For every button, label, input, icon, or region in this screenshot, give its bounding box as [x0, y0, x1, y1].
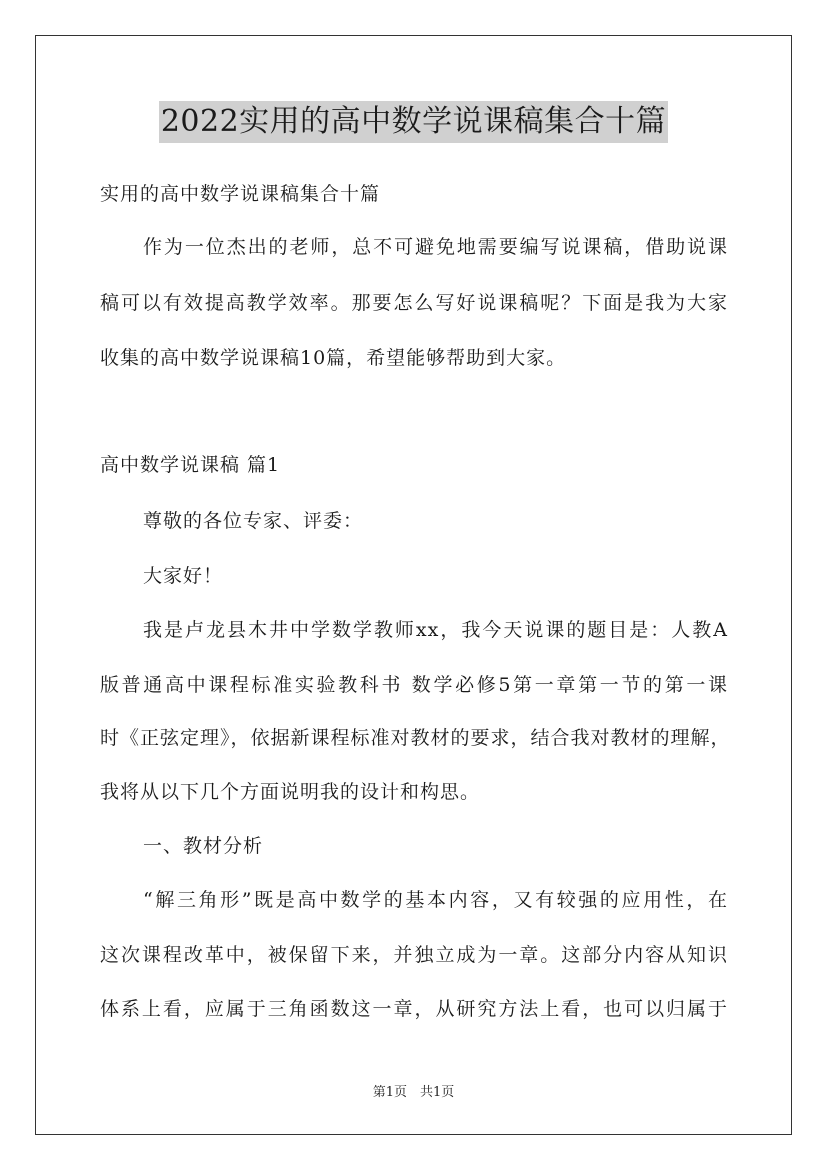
paragraph-line: 收集的高中数学说课稿10篇，希望能够帮助到大家。 — [100, 347, 567, 369]
paragraph-line: 时《正弦定理》，依据新课程标准对教材的要求，结合我对教材的理解， — [100, 727, 731, 749]
paragraph-line: 我将从以下几个方面说明我的设计和构思。 — [100, 781, 481, 803]
section-heading: 高中数学说课稿 篇1 — [100, 454, 281, 476]
subsection-heading: 一、教材分析 — [143, 835, 264, 857]
paragraph-line: 体系上看，应属于三角函数这一章，从研究方法上看，也可以归属于 — [100, 998, 728, 1020]
greeting-line: 大家好！ — [143, 565, 224, 587]
paragraph-line: 稿可以有效提高教学效率。那要怎么写好说课稿呢？下面是我为大家 — [100, 292, 728, 314]
paragraph-line: 版普通高中课程标准实验教科书 数学必修5第一章第一节的第一课 — [100, 674, 728, 696]
salutation-line: 尊敬的各位专家、评委： — [143, 510, 364, 532]
paragraph-line: 我是卢龙县木井中学数学教师xx，我今天说课的题目是：人教A — [143, 619, 728, 641]
document-title: 2022实用的高中数学说课稿集合十篇 — [0, 101, 827, 143]
page-number-footer: 第1页 共1页 — [372, 1085, 455, 1100]
paragraph-line: 这次课程改革中，被保留下来，并独立成为一章。这部分内容从知识 — [100, 944, 728, 966]
paragraph-line: 作为一位杰出的老师，总不可避免地需要编写说课稿，借助说课 — [143, 236, 728, 258]
paragraph-line: “解三角形”既是高中数学的基本内容，又有较强的应用性，在 — [143, 889, 728, 911]
subtitle-line: 实用的高中数学说课稿集合十篇 — [100, 183, 381, 205]
